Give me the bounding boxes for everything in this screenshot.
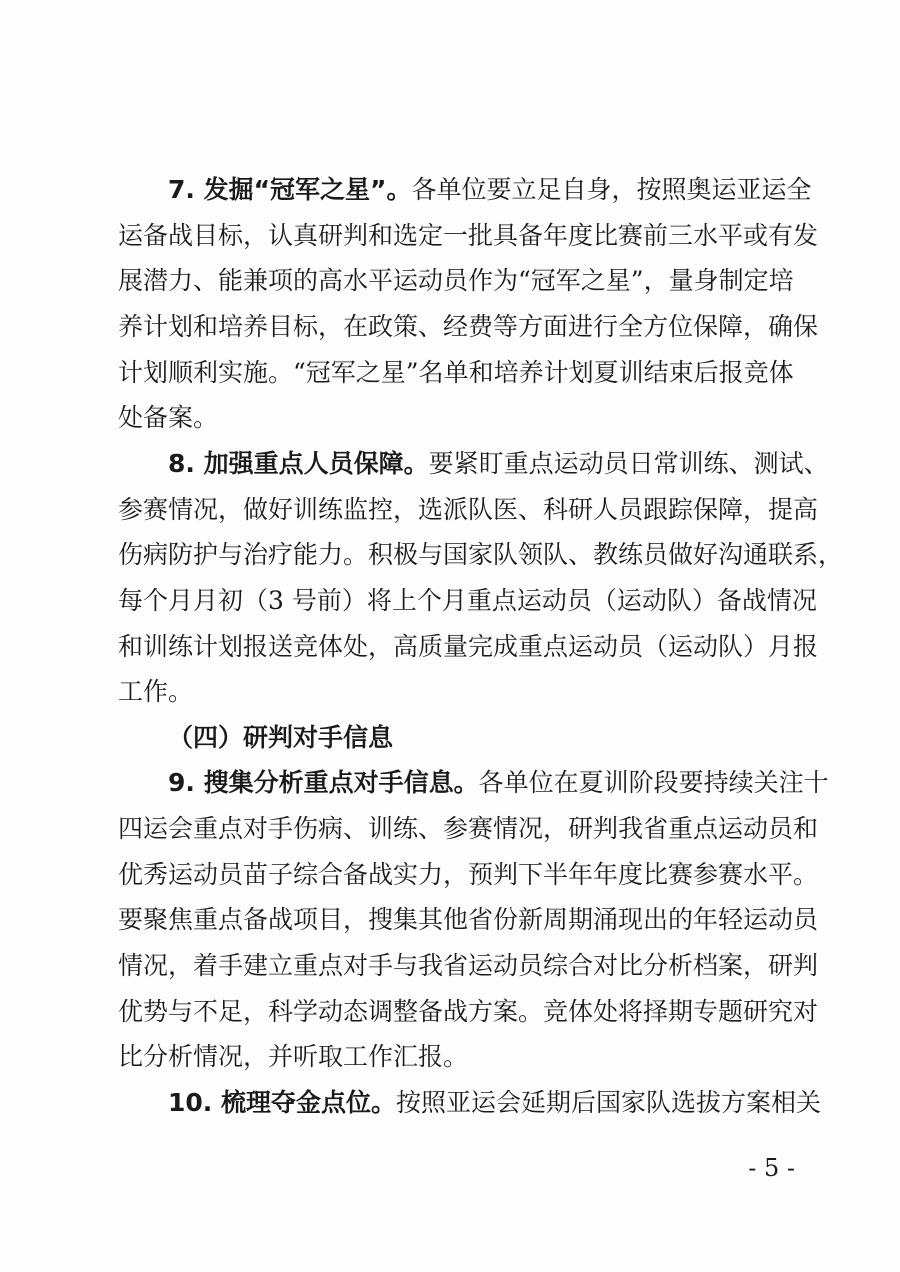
- paragraph-8-line-3: 伤病防护与治疗能力。积极与国家队领队、教练员做好沟通联系，: [118, 540, 844, 569]
- paragraph-9-line-3: 优秀运动员苗子综合备战实力，预判下半年年度比赛参赛水平。: [118, 860, 819, 889]
- paragraph-9-line-4: 要聚焦重点备战项目，搜集其他省份新周期涌现出的年轻运动员: [118, 905, 819, 934]
- paragraph-8-line-4: 每个月月初（3 号前）将上个月重点运动员（运动队）备战情况: [118, 586, 817, 615]
- paragraph-7-line-6: 处备案。: [118, 403, 219, 432]
- paragraph-8-line-2: 参赛情况，做好训练监控，选派队医、科研人员跟踪保障，提高: [118, 495, 819, 524]
- page-number: - 5 -: [748, 1154, 795, 1182]
- paragraph-10-line-1: 10. 梳理夺金点位。按照亚运会延期后国家队选拔方案相关: [168, 1088, 822, 1117]
- paragraph-7-line-3: 展潜力、能兼项的高水平运动员作为“冠军之星”，量身制定培: [118, 266, 794, 295]
- paragraph-7-line-1: 7. 发掘“冠军之星”。各单位要立足自身，按照奥运亚运全: [168, 175, 812, 204]
- paragraph-9-line-7: 比分析情况，并听取工作汇报。: [118, 1042, 469, 1071]
- paragraph-7-lead: 7. 发掘“冠军之星”。: [168, 175, 412, 204]
- paragraph-9-line-6: 优势与不足，科学动态调整备战方案。竞体处将择期专题研究对: [118, 997, 819, 1026]
- paragraph-8-line-6: 工作。: [118, 677, 194, 706]
- paragraph-8-line-5: 和训练计划报送竞体处，高质量完成重点运动员（运动队）月报: [118, 632, 819, 661]
- paragraph-7-line-4: 养计划和培养目标，在政策、经费等方面进行全方位保障，确保: [118, 312, 819, 341]
- paragraph-10-lead: 10. 梳理夺金点位。: [168, 1088, 396, 1117]
- section-heading: （四）研判对手信息: [168, 723, 394, 752]
- paragraph-9-lead: 9. 搜集分析重点对手信息。: [168, 768, 479, 797]
- paragraph-7-line-5: 计划顺利实施。“冠军之星”名单和培养计划夏训结束后报竞体: [118, 358, 794, 387]
- paragraph-8-lead: 8. 加强重点人员保障。: [168, 449, 429, 478]
- paragraph-7-line-2: 运备战目标，认真研判和选定一批具备年度比赛前三水平或有发: [118, 221, 819, 250]
- paragraph-9-line-1: 9. 搜集分析重点对手信息。各单位在夏训阶段要持续关注十: [168, 768, 829, 797]
- paragraph-9-line-2: 四运会重点对手伤病、训练、参赛情况，研判我省重点运动员和: [118, 814, 819, 843]
- paragraph-9-line-5: 情况，着手建立重点对手与我省运动员综合对比分析档案，研判: [118, 951, 819, 980]
- paragraph-8-line-1: 8. 加强重点人员保障。要紧盯重点运动员日常训练、测试、: [168, 449, 829, 478]
